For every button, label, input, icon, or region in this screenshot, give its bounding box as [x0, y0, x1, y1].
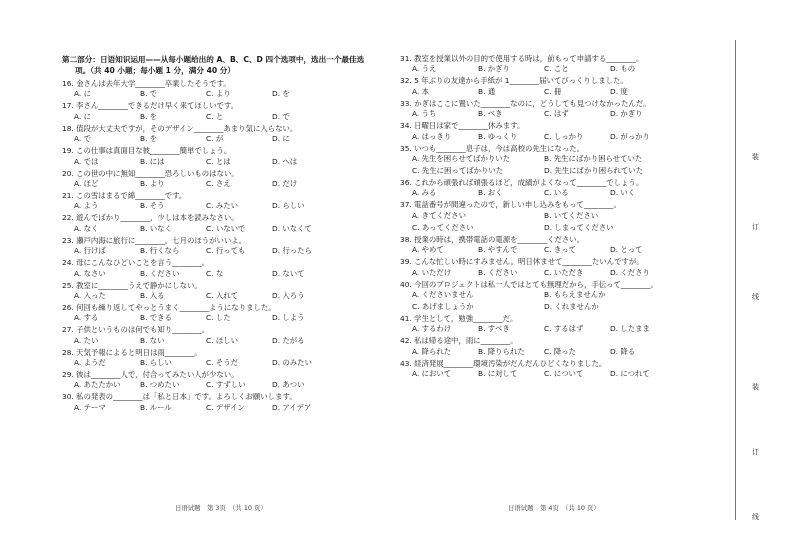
answer-option: C. あげましょうか — [412, 301, 474, 311]
answer-option: B. いてください — [544, 210, 599, 220]
answer-option: B. より — [140, 178, 165, 188]
answer-option: A. あたたかい — [74, 380, 121, 390]
answer-option: D. とって — [610, 245, 643, 255]
answer-option: A. きてください — [412, 210, 466, 220]
question-stem: 26. 何回も繰り返してやっとうまく________ようになりました。 — [62, 302, 276, 312]
answer-option: C. デザイン — [206, 402, 245, 412]
answer-option: C. きって — [544, 245, 577, 255]
question-stem: 32. 5 年ぶりの友達から手紙が 1________届いてびっくりしました。 — [400, 76, 628, 86]
answer-option: B. ゆっくり — [478, 131, 518, 141]
answer-option: D. あつい — [272, 380, 305, 390]
answer-option: A. 行けば — [74, 246, 106, 256]
answer-option: C. 先生に困ってばかりいた — [412, 165, 504, 175]
answer-option: A. ほど — [74, 178, 99, 188]
answer-option: A. なさい — [74, 268, 106, 278]
answer-option: B. ください — [140, 268, 180, 278]
answer-option: C. いないで — [206, 223, 246, 233]
answer-option: B. 先生にばかり困らせていた — [544, 153, 643, 163]
answer-option: C. あってください — [412, 222, 474, 232]
answer-option: D. 度 — [610, 86, 628, 96]
answer-option: D. したまま — [610, 324, 650, 334]
binding-line — [735, 40, 736, 520]
answer-option: D. いく — [610, 188, 636, 198]
answer-option: B. おく — [478, 188, 503, 198]
answer-option: A. うち — [412, 109, 437, 119]
question-stem: 29. 彼は________人で，付合ってみたい人が少ない。 — [62, 370, 239, 380]
binding-mark: 装 — [752, 383, 759, 391]
answer-option: C. ほしい — [206, 335, 239, 345]
answer-option: D. 先生にばかり困られていた — [544, 165, 644, 175]
option-row — [400, 347, 720, 359]
answer-option: C. いただき — [544, 267, 584, 277]
question-stem: 22. 遊んでばかり________，少しは本を読みなさい。 — [62, 213, 239, 223]
answer-option: A. に — [74, 89, 92, 99]
answer-option: A. で — [74, 134, 92, 144]
answer-option: A. はっきり — [412, 131, 452, 141]
answer-option: A. なく — [74, 223, 99, 233]
section-instruction-line2: 项。（共 40 小题；每小题 1 分，满分 40 分） — [75, 66, 235, 75]
answer-option: D. に — [272, 134, 290, 144]
answer-option: C. しっかり — [544, 131, 584, 141]
answer-option: D. アイデア — [272, 402, 312, 412]
answer-option: A. において — [412, 369, 452, 379]
answer-option: D. のみたい — [272, 358, 312, 368]
answer-option: C. と — [206, 111, 224, 121]
answer-option: A. する — [74, 313, 99, 323]
answer-option: C. いる — [544, 188, 569, 198]
question-stem: 18. 值段が大丈夫ですが，そのデザイン________あまり気に入らない。 — [62, 123, 298, 133]
answer-option: B. やすんで — [478, 245, 518, 255]
answer-option: B. に対して — [478, 369, 518, 379]
question-stem: 28. 天気予報によると明日は雨________。 — [62, 347, 202, 357]
page-footer-left: 日语试题 第 3页 （共 10 页） — [175, 504, 267, 512]
answer-option: B. できる — [140, 313, 172, 323]
answer-option: B. べき — [478, 109, 503, 119]
section-instruction-line1: 第二部分：日语知识运用——从每小题给出的 A、B、C、D 四个选项中，选出一个最佳选 — [62, 55, 365, 64]
binding-mark: 线 — [752, 293, 759, 301]
option-row — [400, 188, 720, 200]
option-row — [400, 290, 720, 302]
answer-option: B. そう — [140, 201, 165, 211]
answer-option: C. した — [206, 313, 231, 323]
option-row — [62, 336, 392, 348]
answer-option: C. が — [206, 134, 224, 144]
option-row — [400, 223, 720, 235]
option-row — [400, 166, 720, 178]
question-stem: 27. 子供というものは何でも知り________。 — [62, 325, 210, 335]
answer-option: A. やめて — [412, 245, 444, 255]
answer-option: C. な — [206, 268, 224, 278]
answer-option: D. を — [272, 89, 290, 99]
answer-option: B. を — [140, 134, 158, 144]
question-stem: 36. これから頑張れば頑張るほど，成績がよくなって________でしょう。 — [400, 177, 644, 187]
question-stem: 25. 教室に________うえで静かにしない。 — [62, 280, 202, 290]
answer-option: C. こと — [544, 64, 569, 74]
answer-option: D. で — [272, 111, 290, 121]
option-row — [400, 64, 720, 76]
question-stem: 31. 教室を授業以外の目的で使用する時は，前もって申請する________。 — [400, 54, 644, 63]
question-stem: 24. 母にこんなひどいことを言う________。 — [62, 258, 210, 268]
answer-option: B. には — [140, 156, 165, 166]
right-question-list — [400, 54, 720, 381]
question-stem: 16. 金さんは去年大学________卒業したそうです。 — [62, 79, 231, 88]
option-row — [62, 89, 392, 101]
answer-option: C. について — [544, 369, 584, 379]
option-row — [400, 87, 720, 99]
answer-option: A. 本 — [412, 86, 430, 96]
answer-option: D. くれませんか — [544, 301, 599, 311]
question-stem: 39. こんな忙しい時にすみません。明日休ませて________たいんですが。 — [400, 257, 644, 267]
option-row — [400, 154, 720, 166]
answer-option: D. もの — [610, 64, 636, 74]
answer-option: B. 降りられた — [478, 346, 525, 356]
left-question-list — [62, 79, 392, 415]
binding-mark: 订 — [752, 223, 759, 231]
answer-option: D. しまってください — [544, 222, 614, 232]
option-row — [62, 179, 392, 191]
option-row — [400, 109, 720, 121]
question-stem: 34. 日曜日は家で________休みます。 — [400, 121, 525, 131]
option-row — [400, 268, 720, 280]
question-stem: 17. 李さん________できるだけ早く来てほしいです。 — [62, 101, 239, 111]
answer-option: C. さえ — [206, 178, 231, 188]
answer-option: B. ルール — [140, 402, 172, 412]
question-stem: 43. 経済発展________環境汚染がだんだんひどくなりました。 — [400, 358, 607, 368]
answer-option: A. いただけ — [412, 267, 452, 277]
answer-option: A. では — [74, 156, 99, 166]
option-row — [62, 313, 392, 325]
answer-option: B. で — [140, 89, 158, 99]
answer-option: B. ない — [140, 335, 165, 345]
answer-option: B. 行くなら — [140, 246, 180, 256]
answer-option: D. ないて — [272, 268, 305, 278]
option-row — [62, 291, 392, 303]
answer-option: C. 行っても — [206, 246, 246, 256]
answer-option: C. 冊 — [544, 86, 562, 96]
answer-option: D. 行ったら — [272, 246, 312, 256]
question-stem: 40. 今回のプロジェクトは私一人ではとても無理だから，手伝って________。 — [400, 279, 658, 289]
answer-option: C. みたい — [206, 201, 239, 211]
question-stem: 37. 電話番号が間違ったので，新しい申し込みをもって________。 — [400, 200, 621, 210]
answer-option: B. 入る — [140, 290, 165, 300]
answer-option: A. 降られた — [412, 346, 452, 356]
answer-option: A. するわけ — [412, 324, 452, 334]
answer-option: B. もらえませんか — [544, 289, 606, 299]
answer-option: D. たがる — [272, 335, 305, 345]
question-stem: 35. いつも________息子は，今は高校の先生になった。 — [400, 143, 585, 153]
answer-option: B. ください — [478, 267, 518, 277]
answer-option: D. につれて — [610, 369, 650, 379]
answer-option: A. よう — [74, 201, 99, 211]
answer-option: D. らしい — [272, 201, 305, 211]
option-row — [400, 245, 720, 257]
question-stem: 23. 瀬戸内海に旅行に________，七月のほうがいいよ。 — [62, 235, 247, 245]
answer-option: D. しよう — [272, 313, 305, 323]
binding-mark: 装 — [752, 153, 759, 161]
answer-option: B. らしい — [140, 358, 172, 368]
answer-option: C. 入れて — [206, 290, 239, 300]
answer-option: A. くださいません — [412, 289, 474, 299]
option-row — [400, 302, 720, 314]
option-row — [62, 224, 392, 236]
option-row — [62, 269, 392, 281]
answer-option: D. いなくて — [272, 223, 312, 233]
answer-option: A. たい — [74, 335, 99, 345]
answer-option: D. かぎり — [610, 109, 643, 119]
answer-option: D. へは — [272, 156, 298, 166]
option-row — [62, 201, 392, 213]
option-row — [62, 134, 392, 146]
option-row — [62, 358, 392, 370]
binding-mark: 订 — [752, 448, 759, 456]
answer-option: C. とは — [206, 156, 231, 166]
answer-option: A. 先生を困らせてばかりいた — [412, 153, 511, 163]
option-row — [62, 403, 392, 415]
answer-option: A. みる — [412, 188, 437, 198]
left-column — [62, 54, 392, 415]
answer-option: A. に — [74, 111, 92, 121]
page-footer-right: 日语试题 第 4页 （共 10 页） — [508, 504, 600, 512]
option-row — [62, 157, 392, 169]
answer-option: D. だけ — [272, 178, 298, 188]
right-column — [400, 54, 720, 381]
option-row — [400, 211, 720, 223]
option-row — [400, 369, 720, 381]
answer-option: B. かぎり — [478, 64, 510, 74]
answer-option: B. つめたい — [140, 380, 180, 390]
option-row — [400, 324, 720, 336]
answer-option: B. を — [140, 111, 158, 121]
answer-option: C. はず — [544, 109, 569, 119]
binding-mark: 线 — [752, 513, 759, 521]
answer-option: C. 降った — [544, 346, 577, 356]
option-row — [62, 112, 392, 124]
question-stem: 33. かぎはここに置いた________なのに，どうしても見つけなかったんだ。 — [400, 98, 651, 108]
answer-option: A. ようだ — [74, 358, 106, 368]
answer-option: D. がっかり — [610, 131, 650, 141]
answer-option: A. テーマ — [74, 402, 106, 412]
question-stem: 21. この雪はまるで綿________です。 — [62, 190, 187, 200]
answer-option: A. うえ — [412, 64, 437, 74]
option-row — [62, 380, 392, 392]
answer-option: D. くださり — [610, 267, 650, 277]
question-stem: 30. 私の発表の________は「私と日本」です。よろしくお願いします。 — [62, 392, 297, 402]
question-stem: 42. 私は帰る途中，雨に________。 — [400, 336, 518, 346]
answer-option: D. 降る — [610, 346, 636, 356]
answer-option: D. 入ろう — [272, 290, 305, 300]
answer-option: B. いなく — [140, 223, 172, 233]
question-stem: 20. この世の中に無知________恐ろしいものはない。 — [62, 168, 239, 178]
answer-option: C. そうだ — [206, 358, 239, 368]
question-stem: 41. 学生として，勉強________だ。 — [400, 313, 518, 323]
option-row — [62, 246, 392, 258]
answer-option: C. すずしい — [206, 380, 246, 390]
question-stem: 38. 授業の時は，携帯電話の電源を________ください。 — [400, 234, 585, 244]
answer-option: C. より — [206, 89, 231, 99]
answer-option: B. 通 — [478, 86, 496, 96]
answer-option: C. するはず — [544, 324, 584, 334]
answer-option: B. すべき — [478, 324, 510, 334]
answer-option: A. 入った — [74, 290, 106, 300]
option-row — [400, 132, 720, 144]
question-stem: 19. この仕事は真面目な彼________簡単でしょう。 — [62, 146, 232, 156]
